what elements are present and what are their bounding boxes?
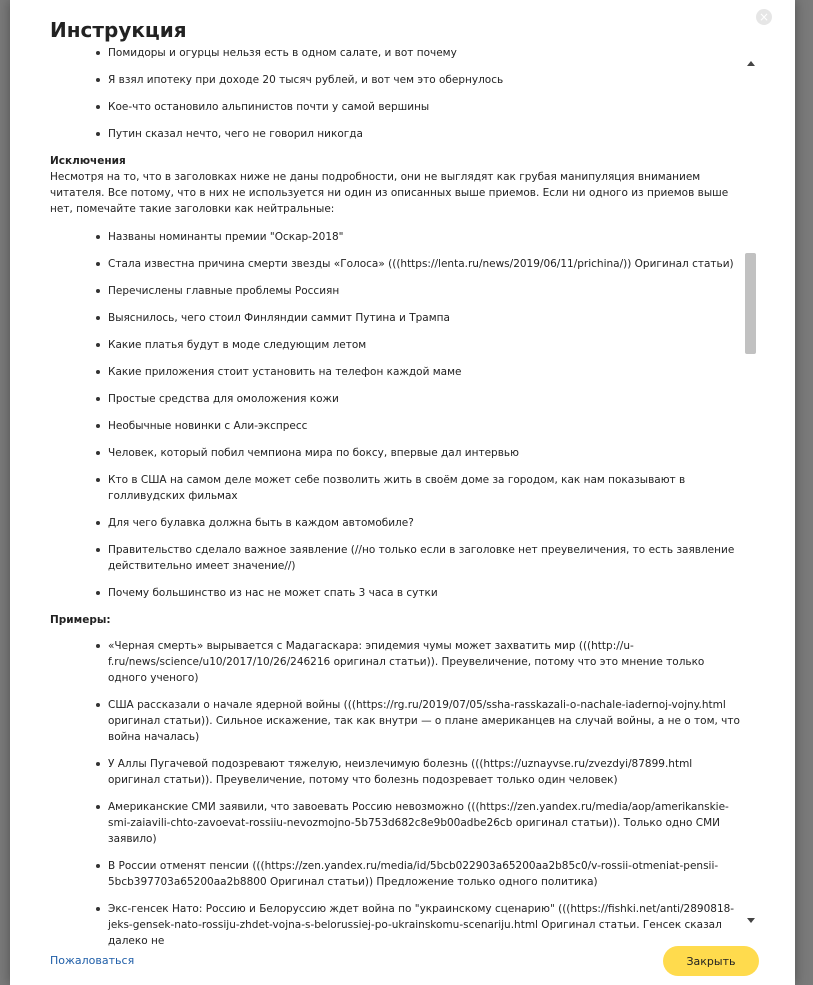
list-item: Кое-что остановило альпинистов почти у самой вершины (50, 99, 740, 115)
top-bullet-list (50, 45, 740, 142)
report-link[interactable]: Пожаловаться (50, 954, 135, 967)
instruction-content (50, 45, 740, 960)
list-item: Простые средства для омоложения кожи (50, 391, 740, 407)
list-item: Почему большинство из нас не может спать 3 часа в сутки (50, 585, 740, 601)
exceptions-heading: Исключения (50, 155, 126, 167)
list-item: Путин сказал нечто, чего не говорил никогда (50, 126, 740, 142)
exceptions-paragraph: Несмотря на то, что в заголовках ниже не даны подробности, они не выглядят как грубая манипуляция вниманием читателя. Все потому, что в них не используется ни один из описанных выше приемов. Если ни одного из приемов выше нет, помечайте такие заголовки как нейтральные: (50, 171, 729, 215)
list-item: Какие приложения стоит установить на телефон каждой маме (50, 364, 740, 380)
list-item: Кто в США на самом деле может себе позволить жить в своём доме за городом, как нам показывают в голливудских фильмах (50, 472, 740, 504)
list-item: Перечислены главные проблемы Россиян (50, 283, 740, 299)
close-button[interactable]: Закрыть (663, 946, 759, 976)
list-item: Стала известна причина смерти звезды «Голоса» (((https://lenta.ru/news/2019/06/11/prichina/)) Оригинал статьи) (50, 256, 740, 272)
list-item: «Черная смерть» вырывается с Мадагаскара: эпидемия чумы может захватить мир (((http://u-f.ru/news/science/u10/2017/10/26/246216 оригинал статьи)). Преувеличение, потому что это мнение только одного ученого) (50, 638, 740, 686)
modal-title: Инструкция (50, 18, 187, 42)
list-item: США рассказали о начале ядерной войны (((https://rg.ru/2019/07/05/ssha-rasskazali-o-nachale-iadernoj-vojny.html оригинал статьи)). Сильное искажение, так как внутри — о плане американцев на случай войны, а не о том, что война началась) (50, 697, 740, 745)
exceptions-list (50, 229, 740, 601)
list-item: Правительство сделало важное заявление (//но только если в заголовке нет преувеличения, то есть заявление действительно имеет значение//) (50, 542, 740, 574)
scrollbar-thumb[interactable] (745, 253, 756, 354)
list-item: Экс-генсек Нато: Россию и Белоруссию ждет война по "украинскому сценарию" (((https://fishki.net/anti/2890818-jeks-gensek-nato-rossiju-zhdet-vojna-s-belorussiej-po-ukrainskomu-scenariju.html Оригинал статьи. Генсек сказал далеко не (50, 901, 740, 949)
list-item: Необычные новинки с Али-экспресс (50, 418, 740, 434)
instruction-scroll-area[interactable] (50, 47, 748, 947)
close-icon[interactable]: × (756, 9, 772, 25)
list-item: У Аллы Пугачевой подозревают тяжелую, неизлечимую болезнь (((https://uznayvse.ru/zvezdyi/87899.html оригинал статьи)). Преувеличение, потому что болезнь подозревает только один человек) (50, 756, 740, 788)
list-item: Названы номинанты премии "Оскар-2018" (50, 229, 740, 245)
list-item: Помидоры и огурцы нельзя есть в одном салате, и вот почему (50, 45, 740, 61)
scroll-down-arrow-icon[interactable] (747, 918, 755, 923)
content-scrollbar[interactable] (744, 56, 758, 928)
list-item: Человек, который побил чемпиона мира по боксу, впервые дал интервью (50, 445, 740, 461)
list-item: Какие платья будут в моде следующим летом (50, 337, 740, 353)
list-item: Американские СМИ заявили, что завоевать Россию невозможно (((https://zen.yandex.ru/media/aop/amerikanskie-smi-zaiavili-chto-zavoevat-rossiiu-nevozmojno-5b753d682c8e9b00adbe26cb оригинал статьи)). Только одно СМИ заявило) (50, 799, 740, 847)
list-item: Для чего булавка должна быть в каждом автомобиле? (50, 515, 740, 531)
list-item: В России отменят пенсии (((https://zen.yandex.ru/media/id/5bcb022903a65200aa2b85c0/v-rossii-otmeniat-pensii-5bcb397703a65200aa2b8800 Оригинал статьи)) Предложение только одного политика) (50, 858, 740, 890)
scroll-up-arrow-icon[interactable] (747, 61, 755, 66)
examples-heading: Примеры: (50, 614, 111, 626)
list-item: Выяснилось, чего стоил Финляндии саммит Путина и Трампа (50, 310, 740, 326)
instruction-modal (10, 0, 795, 985)
list-item: Я взял ипотеку при доходе 20 тысяч рублей, и вот чем это обернулось (50, 72, 740, 88)
examples-list (50, 638, 740, 949)
